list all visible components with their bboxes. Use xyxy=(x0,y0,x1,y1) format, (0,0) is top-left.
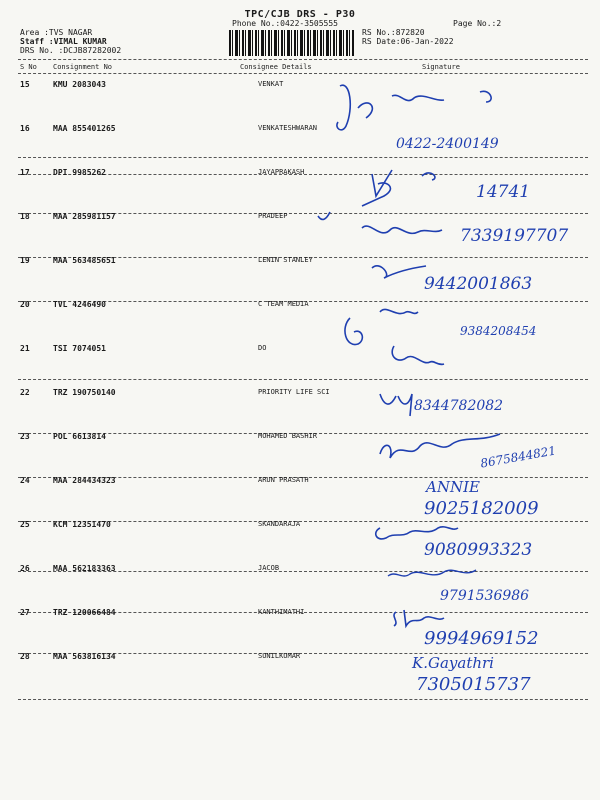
table-row xyxy=(0,298,600,344)
signature-text: 9442001863 xyxy=(424,274,533,294)
row-consignee: JACOB xyxy=(258,564,280,572)
signature-text: 9384208454 xyxy=(460,324,537,338)
page-number: Page No.:2 xyxy=(453,19,502,28)
col-head-sno: S No xyxy=(20,63,37,71)
col-head-consignment: Consignment No xyxy=(53,63,113,71)
signature-text: 9994969152 xyxy=(424,628,539,649)
row-consignment: TVL 4246490 xyxy=(53,300,106,309)
table-row xyxy=(0,650,600,696)
signature-text: 8675844821 xyxy=(479,443,557,471)
area-label: Area :TVS NAGAR xyxy=(20,28,93,37)
table-row xyxy=(0,518,600,564)
row-consignment: TSI 7074051 xyxy=(53,344,106,353)
signature-text: 9791536986 xyxy=(440,588,530,604)
row-divider xyxy=(18,699,588,700)
row-consignee: MOHAMED BASHIR xyxy=(258,432,318,440)
row-consignee: DO xyxy=(258,344,267,352)
row-consignee: KANTHIMATHI xyxy=(258,608,305,616)
row-consignment: TRZ 120066484 xyxy=(53,608,116,617)
signature-name: ANNIE xyxy=(426,478,480,496)
row-consignment: MAA 855401265 xyxy=(53,124,116,133)
row-signature xyxy=(340,650,600,696)
row-sno: 18 xyxy=(20,212,30,221)
row-signature xyxy=(340,386,600,432)
row-sno: 15 xyxy=(20,80,30,89)
row-signature xyxy=(340,562,600,608)
signature-name: K.Gayathri xyxy=(412,654,494,672)
row-consignee: SUNILKUMAR xyxy=(258,652,301,660)
sheet-title: TPC/CJB DRS - P30 xyxy=(244,9,356,20)
row-signature xyxy=(340,518,600,564)
signature-text: 14741 xyxy=(476,182,531,202)
row-signature xyxy=(340,210,600,256)
signature-scribble xyxy=(340,430,600,476)
table-row xyxy=(0,342,600,388)
header-rule-top xyxy=(18,59,588,60)
table-row xyxy=(0,562,600,608)
row-consignment: MAA 285981157 xyxy=(53,212,116,221)
row-signature xyxy=(340,430,600,476)
row-signature xyxy=(340,298,600,344)
row-consignment: MAA 563816134 xyxy=(53,652,116,661)
row-consignee: JAYAPRAKASH xyxy=(258,168,305,176)
row-sno: 27 xyxy=(20,608,30,617)
row-consignment: TRZ 190750140 xyxy=(53,388,116,397)
row-sno: 19 xyxy=(20,256,30,265)
row-sno: 23 xyxy=(20,432,30,441)
row-consignee: VENKATESHWARAN xyxy=(258,124,318,132)
signature-text: 9080993323 xyxy=(424,540,533,560)
row-sno: 25 xyxy=(20,520,30,529)
table-row xyxy=(0,166,600,212)
barcode xyxy=(229,30,354,56)
row-consignment: DPI 9985262 xyxy=(53,168,106,177)
row-signature xyxy=(340,606,600,652)
row-consignment: KCM 12351470 xyxy=(53,520,111,529)
row-signature xyxy=(340,342,600,388)
row-sno: 22 xyxy=(20,388,30,397)
col-head-signature: Signature xyxy=(422,63,460,71)
signature-scribble xyxy=(340,166,600,212)
row-signature xyxy=(340,474,600,520)
row-consignee: ARUN PRASATH xyxy=(258,476,309,484)
row-signature xyxy=(340,254,600,300)
drs-number: DRS No. :DCJB87282002 xyxy=(20,46,122,55)
row-sno: 28 xyxy=(20,652,30,661)
row-consignment: MAA 563485651 xyxy=(53,256,116,265)
row-signature xyxy=(340,78,600,152)
row-consignment: KMU 2083043 xyxy=(53,80,106,89)
row-consignee: C TEAM MEDIA xyxy=(258,300,309,308)
table-row xyxy=(0,210,600,256)
row-sno: 16 xyxy=(20,124,30,133)
signature-text: 7305015737 xyxy=(416,674,531,695)
signature-scribble xyxy=(340,342,600,388)
col-head-consignee: Consignee Details xyxy=(240,63,312,71)
signature-text: 7339197707 xyxy=(460,226,569,246)
row-consignment: MAA 562183363 xyxy=(53,564,116,573)
row-sno: 24 xyxy=(20,476,30,485)
rs-date: RS Date:06-Jan-2022 xyxy=(362,37,454,46)
table-row xyxy=(0,122,600,168)
row-sno: 20 xyxy=(20,300,30,309)
header-rule-bottom xyxy=(18,73,588,74)
table-row xyxy=(0,386,600,432)
row-consignee: VENKAT xyxy=(258,80,284,88)
row-sno: 26 xyxy=(20,564,30,573)
row-consignee: LENIN STANLEY xyxy=(258,256,313,264)
row-sno: 21 xyxy=(20,344,30,353)
rs-number: RS No.:872820 xyxy=(362,28,425,37)
table-row xyxy=(0,430,600,476)
row-consignment: POL 6613814 xyxy=(53,432,106,441)
row-consignee: SKANDARAJA xyxy=(258,520,301,528)
row-signature xyxy=(340,166,600,212)
row-consignee: PRIORITY LIFE SCI xyxy=(258,388,330,396)
table-row xyxy=(0,606,600,652)
row-consignment: MAA 284434323 xyxy=(53,476,116,485)
signature-text: 9025182009 xyxy=(424,498,539,519)
staff-label: Staff :VIMAL KUMAR xyxy=(20,37,107,46)
signature-text: 8344782082 xyxy=(414,398,504,414)
row-consignee: PRADEEP xyxy=(258,212,288,220)
phone-number: Phone No.:0422-3505555 xyxy=(232,19,338,28)
table-row xyxy=(0,254,600,300)
table-row xyxy=(0,474,600,520)
signature-text: 0422-2400149 xyxy=(396,136,499,152)
row-sno: 17 xyxy=(20,168,30,177)
